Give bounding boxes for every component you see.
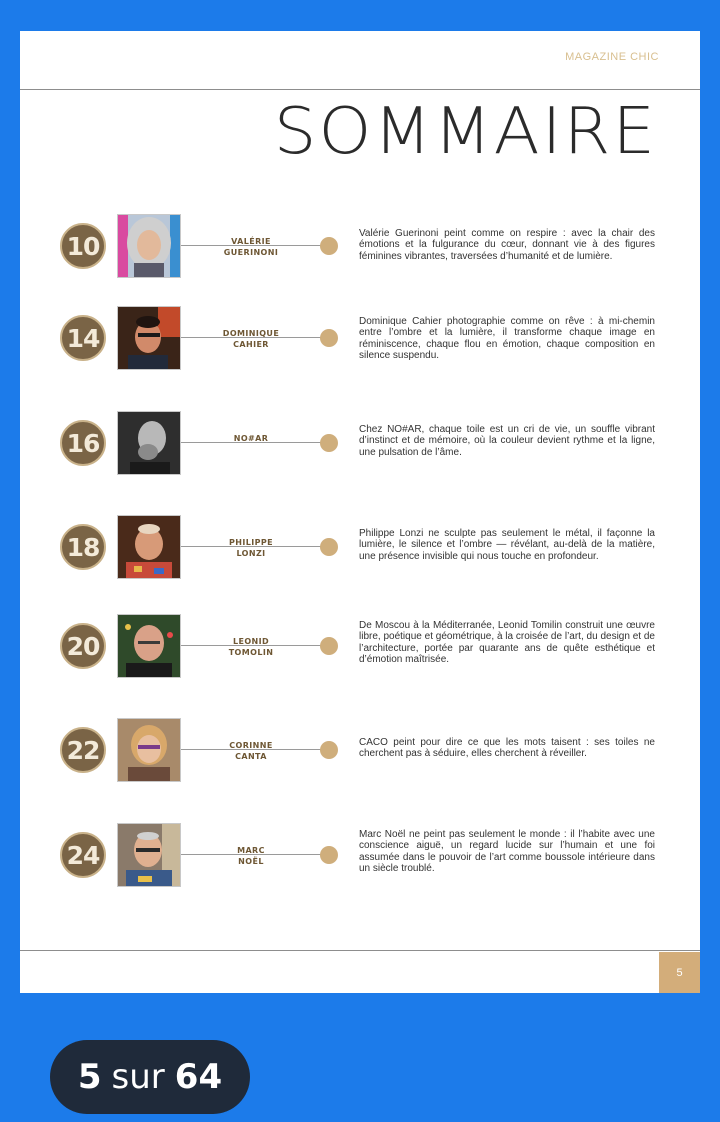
artist-description: Philippe Lonzi ne sculpte pas seulement le métal, il façonne la lumière, le silence et l’ombre — révélant, au-delà de la matière, une présence invisible qui nous touche en profondeur. (359, 528, 655, 562)
page-number-badge: 18 (60, 524, 106, 570)
total-pages: 64 (174, 1057, 223, 1097)
footer-rule (20, 950, 700, 951)
toc-entry[interactable] (20, 614, 700, 684)
artist-portrait (117, 614, 181, 678)
artist-name: VALÉRIE GUERINONI (223, 237, 279, 257)
connector-dot (320, 741, 338, 759)
page-number-badge: 20 (60, 623, 106, 669)
connector-dot (320, 538, 338, 556)
page-counter (50, 1040, 250, 1114)
counter-separator: sur (111, 1057, 165, 1097)
artist-description: Chez NO#AR, chaque toile est un cri de vie, un souffle vibrant d’instinct et de mémoire, où la couleur devient rythme et la ligne, une pulsation de l’âme. (359, 424, 655, 458)
current-page: 5 (77, 1057, 102, 1097)
toc-entry[interactable] (20, 515, 700, 585)
magazine-label: MAGAZINE CHIC (565, 51, 659, 63)
page-number-badge: 10 (60, 223, 106, 269)
artist-description: Marc Noël ne peint pas seulement le monde : il l’habite avec une conscience aiguë, un regard lucide sur l’humain et une foi assumée dans le pouvoir de l’art comme boussole intérieure dans un siècle troublé. (359, 829, 655, 874)
artist-description: CACO peint pour dire ce que les mots taisent : ses toiles ne cherchent pas à séduire, elles cherchent à réveiller. (359, 737, 655, 760)
artist-portrait (117, 411, 181, 475)
connector-dot (320, 329, 338, 347)
artist-description: Dominique Cahier photographie comme on rêve : à mi-chemin entre l’ombre et la lumière, il transforme chaque image en réminiscence, chaque flou en émotion, chaque composition en silence suspendu. (359, 316, 655, 361)
artist-name: CORINNE CANTA (229, 741, 273, 761)
magazine-page (20, 31, 700, 993)
connector-dot (320, 637, 338, 655)
connector-dot (320, 237, 338, 255)
connector-dot (320, 434, 338, 452)
toc-entry[interactable] (20, 823, 700, 893)
artist-portrait (117, 515, 181, 579)
toc-entry[interactable] (20, 306, 700, 376)
page-title: SOMMAIRE (273, 95, 657, 169)
artist-description: De Moscou à la Méditerranée, Leonid Tomilin construit une œuvre libre, poétique et géométrique, à la croisée de l’art, du design et de l’architecture, portée par quarante ans de quête esthétique et d’émotion maîtrisée. (359, 620, 655, 665)
page-number-badge: 24 (60, 832, 106, 878)
page-number-badge: 16 (60, 420, 106, 466)
artist-description: Valérie Guerinoni peint comme on respire : avec la chair des émotions et la fulgurance du cœur, donnant vie à des figures féminines vibrantes, traversées d’humanité et de lumière. (359, 228, 655, 262)
artist-portrait (117, 306, 181, 370)
artist-name: PHILIPPE LONZI (228, 538, 273, 558)
connector-dot (320, 846, 338, 864)
artist-portrait (117, 718, 181, 782)
artist-name: DOMINIQUE CAHIER (222, 329, 280, 349)
artist-portrait (117, 823, 181, 887)
page-number-badge: 22 (60, 727, 106, 773)
artist-name: NO#AR (233, 434, 269, 443)
toc-entry[interactable] (20, 411, 700, 481)
artist-portrait (117, 214, 181, 278)
footer-page-number: 5 (659, 952, 700, 993)
page-number-badge: 14 (60, 315, 106, 361)
header-rule (20, 89, 700, 90)
artist-name: MARC NOËL (237, 846, 265, 866)
artist-name: LEONID TOMOLIN (228, 637, 274, 657)
toc-entry[interactable] (20, 718, 700, 788)
toc-entry[interactable] (20, 214, 700, 284)
